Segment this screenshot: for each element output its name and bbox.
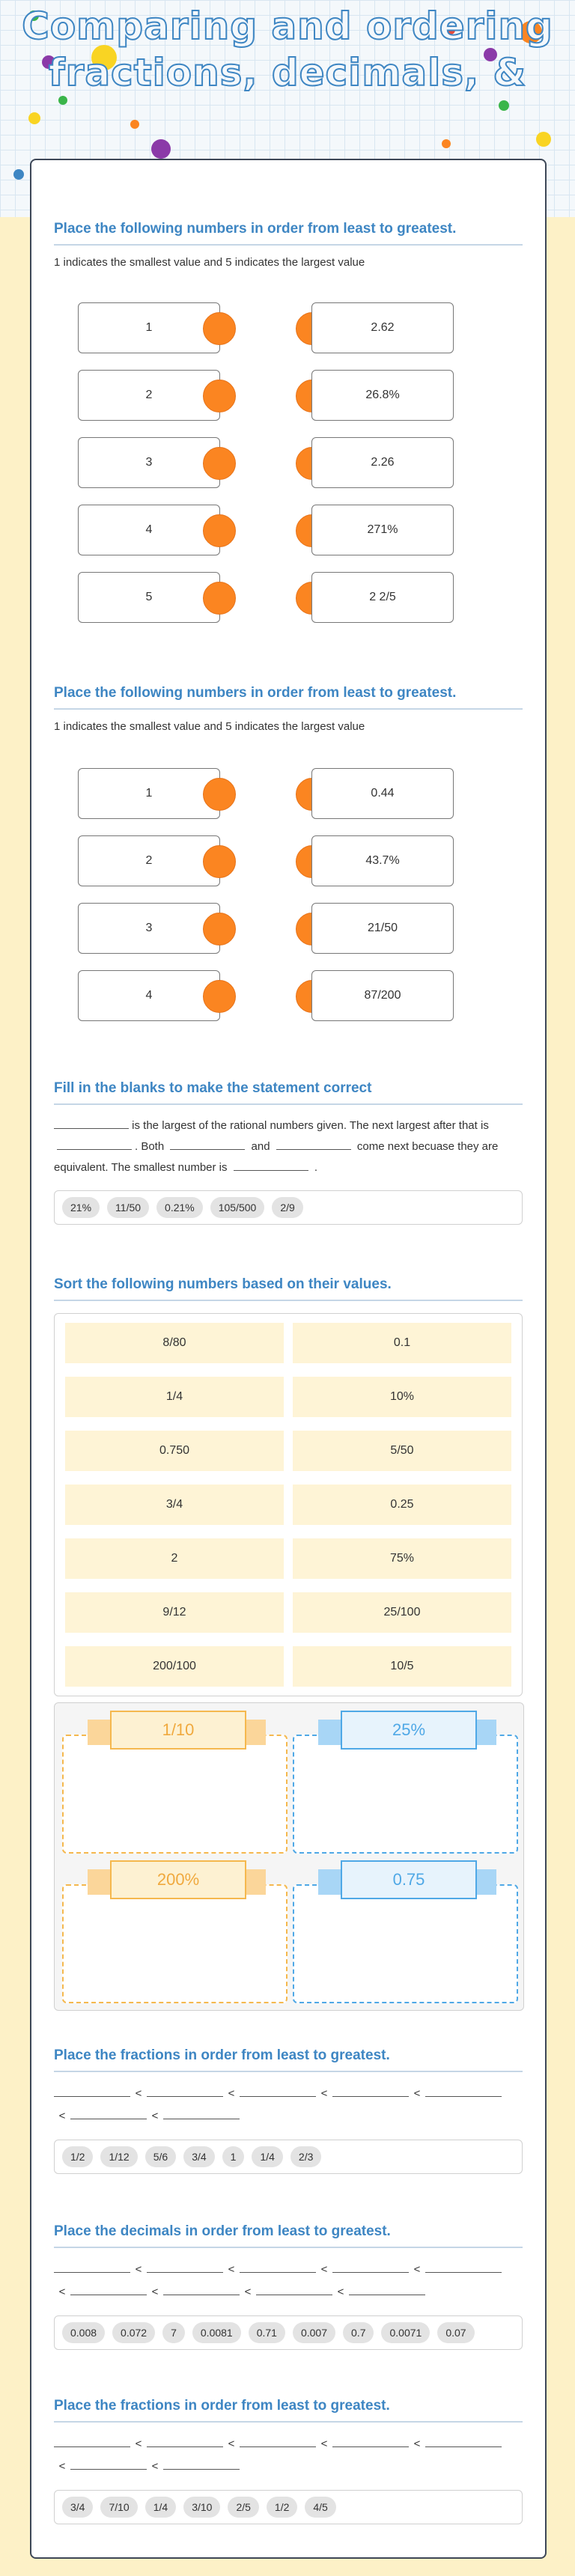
sort-item[interactable]: 2 xyxy=(65,1538,284,1579)
answer-chip-tray xyxy=(54,2315,523,2350)
sort-item[interactable]: 10% xyxy=(293,1377,511,1417)
match-left-connector[interactable] xyxy=(203,913,236,946)
less-than-sign: < xyxy=(151,2460,159,2473)
less-than-sign: < xyxy=(135,2438,142,2450)
less-than-sign: < xyxy=(151,2110,159,2122)
blank-input[interactable] xyxy=(240,2084,316,2097)
answer-chip[interactable]: 0.072 xyxy=(112,2322,155,2343)
match-right-box: 43.7% xyxy=(311,835,454,886)
question-1-title: Place the following numbers in order from least to greatest. xyxy=(54,220,523,246)
paint-splat-yellow-2 xyxy=(536,132,551,147)
answer-chip[interactable]: 4/5 xyxy=(305,2497,335,2518)
question-5 xyxy=(54,2047,523,2174)
match-right-box: 21/50 xyxy=(311,903,454,954)
paint-splat-yellow-small xyxy=(28,112,40,124)
question-4 xyxy=(54,1276,523,1696)
match-left-connector[interactable] xyxy=(203,312,236,345)
answer-chip[interactable]: 3/4 xyxy=(62,2497,93,2518)
ordering-blanks xyxy=(54,2083,523,2128)
less-than-sign: < xyxy=(228,2087,235,2100)
match-left-box: 2 xyxy=(78,835,220,886)
ordering-blanks xyxy=(54,2433,523,2478)
answer-chip[interactable]: 0.0071 xyxy=(381,2322,430,2343)
sort-item[interactable]: 5/50 xyxy=(293,1431,511,1471)
sort-item[interactable]: 8/80 xyxy=(65,1323,284,1363)
match-left-box: 3 xyxy=(78,437,220,488)
answer-chip[interactable]: 0.0081 xyxy=(192,2322,241,2343)
paint-splat-green-3 xyxy=(499,100,509,111)
bucket-label: 200% xyxy=(110,1860,246,1899)
match-row xyxy=(78,437,452,490)
question-3-title: Fill in the blanks to make the statement correct xyxy=(54,1080,523,1105)
answer-chip[interactable]: 1/2 xyxy=(267,2497,297,2518)
worksheet-title: Comparing and ordering fractions, decimals, & xyxy=(22,4,553,94)
blank-input[interactable] xyxy=(147,2435,223,2447)
answer-chip[interactable]: 1/12 xyxy=(100,2146,137,2167)
match-left-connector[interactable] xyxy=(203,778,236,811)
sort-item[interactable]: 10/5 xyxy=(293,1646,511,1687)
sort-item[interactable]: 0.25 xyxy=(293,1485,511,1525)
answer-chip[interactable]: 21% xyxy=(62,1197,100,1218)
answer-chip[interactable]: 0.07 xyxy=(437,2322,474,2343)
match-row xyxy=(78,572,452,624)
blank-input[interactable] xyxy=(425,2260,502,2273)
paint-splat-green-2 xyxy=(58,96,67,105)
less-than-sign: < xyxy=(58,2286,66,2298)
match-left-box: 2 xyxy=(78,370,220,421)
match-right-box: 2.26 xyxy=(311,437,454,488)
answer-chip-tray xyxy=(54,1190,523,1225)
question-2 xyxy=(54,684,523,733)
match-left-box: 5 xyxy=(78,572,220,623)
match-left-box: 3 xyxy=(78,903,220,954)
blank-input[interactable] xyxy=(276,1139,351,1150)
match-right-box: 26.8% xyxy=(311,370,454,421)
match-row xyxy=(78,505,452,557)
blank-input[interactable] xyxy=(57,1139,132,1150)
blank-input[interactable] xyxy=(332,2260,409,2273)
sort-buckets xyxy=(54,1702,524,2011)
blank-input[interactable] xyxy=(147,2084,223,2097)
answer-chip[interactable]: 1/2 xyxy=(62,2146,93,2167)
blank-input[interactable] xyxy=(54,2084,130,2097)
match-left-box: 1 xyxy=(78,302,220,353)
question-4-title: Sort the following numbers based on their values. xyxy=(54,1276,523,1301)
sort-item[interactable]: 0.750 xyxy=(65,1431,284,1471)
less-than-sign: < xyxy=(320,2263,328,2276)
sort-item[interactable]: 25/100 xyxy=(293,1592,511,1633)
blank-input[interactable] xyxy=(70,2107,147,2119)
blank-input[interactable] xyxy=(349,2283,425,2295)
less-than-sign: < xyxy=(413,2087,421,2100)
fill-in-statement xyxy=(54,1115,523,1178)
bucket-drop-zone[interactable] xyxy=(293,1884,518,2003)
question-1-instructions: 1 indicates the smallest value and 5 indicates the largest value xyxy=(54,256,365,269)
blank-input[interactable] xyxy=(163,2107,240,2119)
statement-text: . xyxy=(314,1161,318,1174)
match-row xyxy=(78,970,452,1023)
answer-chip[interactable]: 0.71 xyxy=(249,2322,285,2343)
answer-chip[interactable]: 2/9 xyxy=(272,1197,302,1218)
less-than-sign: < xyxy=(58,2460,66,2473)
answer-chip[interactable]: 0.7 xyxy=(343,2322,374,2343)
less-than-sign: < xyxy=(337,2286,344,2298)
answer-chip[interactable]: 2/5 xyxy=(228,2497,258,2518)
paint-splat-purple-2 xyxy=(151,139,171,159)
answer-chip[interactable]: 11/50 xyxy=(107,1197,149,1218)
match-left-connector[interactable] xyxy=(203,980,236,1013)
statement-text: and xyxy=(251,1140,270,1153)
less-than-sign: < xyxy=(320,2087,328,2100)
blank-input[interactable] xyxy=(163,2283,240,2295)
answer-chip[interactable]: 7 xyxy=(162,2322,185,2343)
blank-input[interactable] xyxy=(425,2084,502,2097)
answer-chip[interactable]: 1/4 xyxy=(145,2497,176,2518)
answer-chip-tray xyxy=(54,2490,523,2524)
question-2-title: Place the following numbers in order from least to greatest. xyxy=(54,684,523,710)
match-left-connector[interactable] xyxy=(203,380,236,412)
paint-splat-blue xyxy=(13,169,24,180)
answer-chip[interactable]: 1 xyxy=(222,2146,245,2167)
blank-input[interactable] xyxy=(240,2260,316,2273)
sort-item[interactable]: 75% xyxy=(293,1538,511,1579)
blank-input[interactable] xyxy=(332,2084,409,2097)
blank-input[interactable] xyxy=(54,1118,129,1129)
blank-input[interactable] xyxy=(240,2435,316,2447)
match-right-box: 87/200 xyxy=(311,970,454,1021)
less-than-sign: < xyxy=(228,2263,235,2276)
blank-input[interactable] xyxy=(70,2457,147,2470)
match-row xyxy=(78,903,452,955)
less-than-sign: < xyxy=(320,2438,328,2450)
answer-chip-tray xyxy=(54,2140,523,2174)
statement-text: come next becuase they are equivalent. The smallest number is xyxy=(54,1140,499,1174)
sort-item[interactable]: 0.1 xyxy=(293,1323,511,1363)
blank-input[interactable] xyxy=(54,2435,130,2447)
sort-item[interactable]: 1/4 xyxy=(65,1377,284,1417)
bucket-label: 1/10 xyxy=(110,1711,246,1750)
match-left-box: 4 xyxy=(78,505,220,555)
match-right-box: 0.44 xyxy=(311,768,454,819)
bucket-drop-zone[interactable] xyxy=(293,1735,518,1854)
answer-chip[interactable]: 3/4 xyxy=(183,2146,214,2167)
less-than-sign: < xyxy=(58,2110,66,2122)
match-row xyxy=(78,835,452,888)
answer-chip[interactable]: 1/4 xyxy=(252,2146,282,2167)
sort-item[interactable]: 3/4 xyxy=(65,1485,284,1525)
blank-input[interactable] xyxy=(163,2457,240,2470)
sort-item[interactable]: 9/12 xyxy=(65,1592,284,1633)
blank-input[interactable] xyxy=(425,2435,502,2447)
answer-chip[interactable]: 0.007 xyxy=(293,2322,335,2343)
paint-splat-orange-2 xyxy=(130,120,139,129)
less-than-sign: < xyxy=(244,2286,252,2298)
ordering-blanks xyxy=(54,2259,523,2304)
answer-chip[interactable]: 0.008 xyxy=(62,2322,105,2343)
less-than-sign: < xyxy=(135,2087,142,2100)
match-right-box: 271% xyxy=(311,505,454,555)
bucket-drop-zone[interactable] xyxy=(62,1884,288,2003)
statement-text: is the largest of the rational numbers given. The next largest after that is xyxy=(132,1119,489,1132)
bucket-label: 25% xyxy=(341,1711,477,1750)
blank-input[interactable] xyxy=(54,2260,130,2273)
question-5-title: Place the fractions in order from least to greatest. xyxy=(54,2047,523,2072)
blank-input[interactable] xyxy=(170,1139,245,1150)
match-left-box: 1 xyxy=(78,768,220,819)
question-1 xyxy=(54,220,523,269)
match-right-box: 2 2/5 xyxy=(311,572,454,623)
answer-chip[interactable]: 105/500 xyxy=(210,1197,265,1218)
less-than-sign: < xyxy=(151,2286,159,2298)
match-left-connector[interactable] xyxy=(203,582,236,615)
match-left-connector[interactable] xyxy=(203,447,236,480)
question-7-title: Place the fractions in order from least to greatest. xyxy=(54,2397,523,2423)
match-left-connector[interactable] xyxy=(203,514,236,547)
less-than-sign: < xyxy=(135,2263,142,2276)
paint-splat-orange-4 xyxy=(442,139,451,148)
answer-chip[interactable]: 0.21% xyxy=(156,1197,203,1218)
match-row xyxy=(78,302,452,355)
question-6-title: Place the decimals in order from least to greatest. xyxy=(54,2223,523,2248)
match-left-box: 4 xyxy=(78,970,220,1021)
less-than-sign: < xyxy=(413,2263,421,2276)
answer-chip[interactable]: 5/6 xyxy=(145,2146,176,2167)
question-7 xyxy=(54,2397,523,2524)
answer-chip[interactable]: 3/10 xyxy=(183,2497,220,2518)
blank-input[interactable] xyxy=(256,2283,332,2295)
blank-input[interactable] xyxy=(70,2283,147,2295)
less-than-sign: < xyxy=(228,2438,235,2450)
bucket-drop-zone[interactable] xyxy=(62,1735,288,1854)
question-3 xyxy=(54,1080,523,1225)
match-left-connector[interactable] xyxy=(203,845,236,878)
worksheet-card xyxy=(30,159,547,2559)
blank-input[interactable] xyxy=(332,2435,409,2447)
blank-input[interactable] xyxy=(147,2260,223,2273)
answer-chip[interactable]: 2/3 xyxy=(290,2146,321,2167)
answer-chip[interactable]: 7/10 xyxy=(100,2497,137,2518)
statement-text: . Both xyxy=(135,1140,165,1153)
match-row xyxy=(78,370,452,422)
bucket-label: 0.75 xyxy=(341,1860,477,1899)
match-right-box: 2.62 xyxy=(311,302,454,353)
question-2-instructions: 1 indicates the smallest value and 5 indicates the largest value xyxy=(54,720,365,733)
blank-input[interactable] xyxy=(234,1160,308,1171)
question-6 xyxy=(54,2223,523,2350)
less-than-sign: < xyxy=(413,2438,421,2450)
sort-items-grid xyxy=(54,1313,523,1696)
match-row xyxy=(78,768,452,820)
sort-item[interactable]: 200/100 xyxy=(65,1646,284,1687)
